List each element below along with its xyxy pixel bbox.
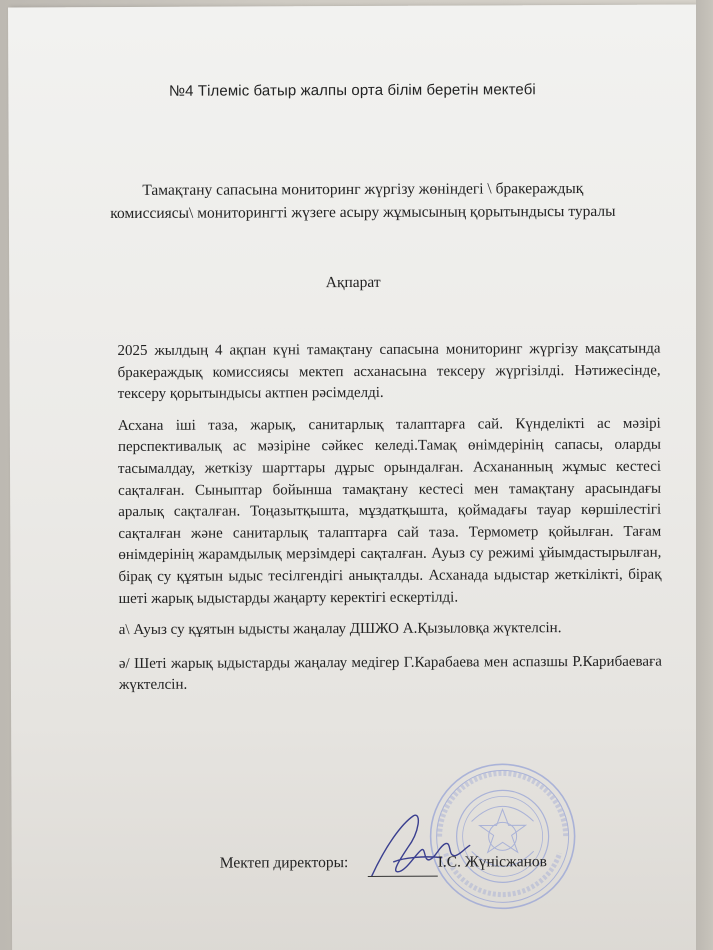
assignment-item-b: ә/ Шеті жарық ыдыстарды жаңалау медігер Г.Карабаева мен аспазшы Р.Карибаеваға жүктелсін. xyxy=(118,653,662,694)
subject-line-1: Тамақтану сапасына мониторинг жүргізу жөніндегі \ бракераждық xyxy=(142,179,584,199)
document-body xyxy=(117,339,662,709)
paragraph-findings: Асхана іші таза, жарық, санитарлық талаптарға сай. Күнделікті ас мәзірі перспективалық ас мәзіріне сәйкес келеді.Тамақ өнімдерінің сапасы, оларды тасымалдау, жеткізу шарттары дұрыс орындалған. Асхананның жұмыс кестесі сақталған. Сыныптар бойынша тамақтану кестесі мен тамақтану арасындағы аралық сақталған. Тоңазытқышта, мұздатқышта, қоймадағы тауар көршілестігі сақталған және санитарлық талаптарға сай таза. Термометр қойылған. Тағам өнімдерінің жарамдылық мерзімдері сақталған. Ауыз су режимі ұйымдастырылған, бірақ су құятын ыдыс тесілгендігі анықталды. Асханада ыдыстар жеткілікті, бірақ шеті жарық ыдыстарды жаңарту керектігі ескертілді. xyxy=(117,415,662,607)
assignment-item-a: а\ Ауыз су құятын ыдысты жаңалау ДШЖО А.Қызыловқа жүктелсін. xyxy=(118,620,562,639)
background-edge xyxy=(696,0,713,950)
document-type: Ақпарат xyxy=(325,273,381,292)
paper-sheet xyxy=(8,4,700,950)
document-subject xyxy=(69,177,657,226)
signature-label: Мектеп директоры: xyxy=(219,854,349,872)
handwritten-signature xyxy=(363,805,473,885)
school-title: №4 Тілеміс батыр жалпы орта білім беретін мектебі xyxy=(168,81,536,100)
signatory-name: І.С. Жүнісжанов xyxy=(437,853,547,871)
paragraph-intro: 2025 жылдың 4 ақпан күні тамақтану сапасына мониторинг жүргізу мақсатында бракераждық комиссиясы мектеп асханасына тексеру жүргізілді. Нәтижесінде, тексеру қорытындысы актпен рәсімделді. xyxy=(117,340,661,403)
subject-line-2: комиссиясы\ мониторингті жүзеге асыру жұмысының қорытындысы туралы xyxy=(110,202,616,223)
